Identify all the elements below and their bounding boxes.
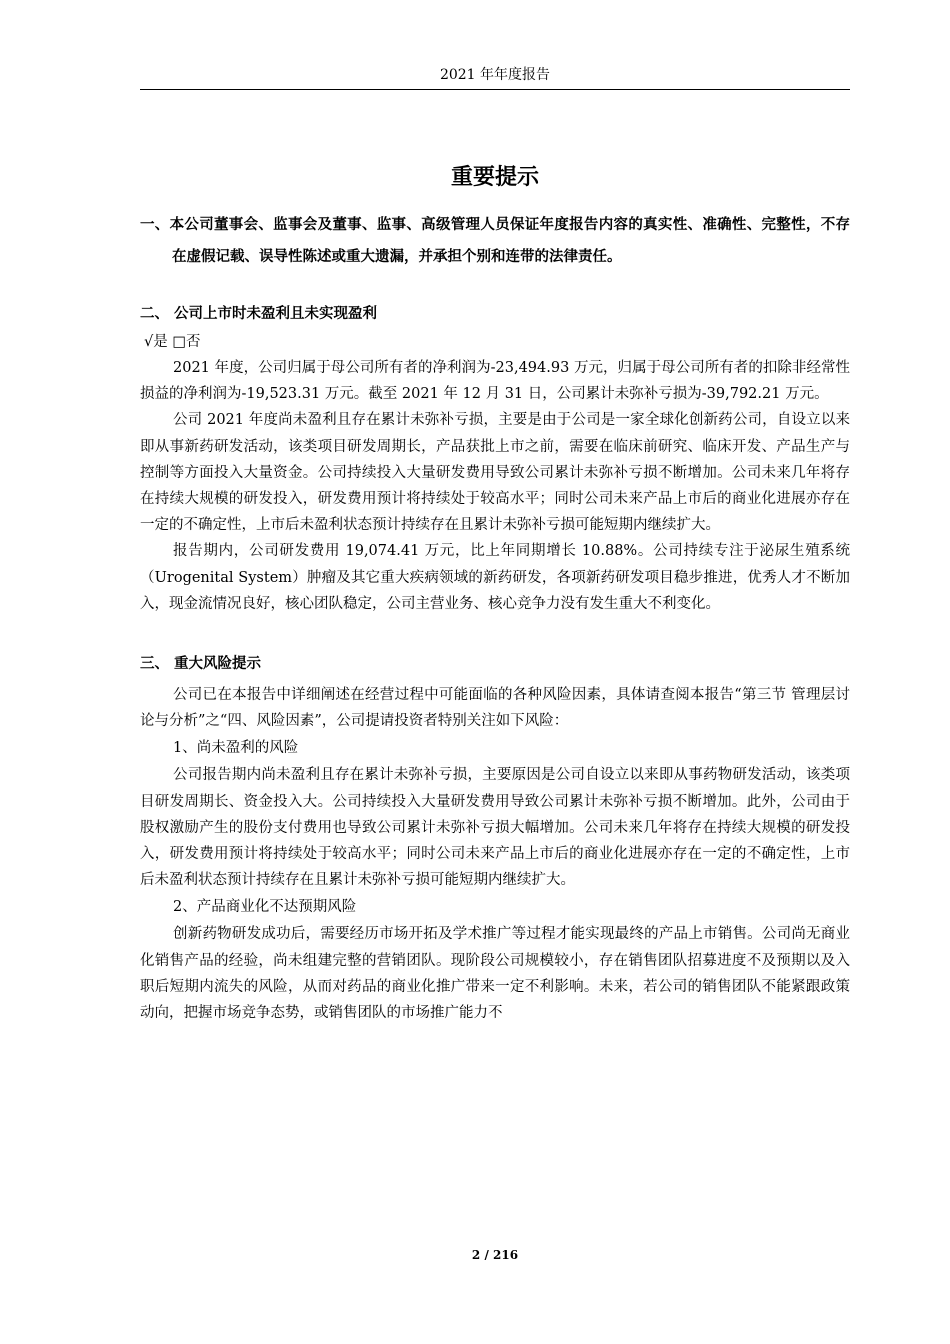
section-three-heading: 三、 重大风险提示: [140, 656, 262, 673]
page-number: 2 / 216: [471, 1248, 519, 1262]
page-title: 重要提示: [450, 165, 539, 190]
section-three-intro: 公司已在本报告中详细阐述在经营过程中可能面临的各种风险因素，具体请查阅本报告“第三节 管理层讨论与分析”之“四、风险因素”，公司提请投资者特别关注如下风险：: [140, 687, 850, 730]
header-divider: [140, 89, 850, 90]
section-two-paragraph-3: 报告期内，公司研发费用 19,074.41 万元，比上年同期增长 10.88%。公司持续专注于泌尿生殖系统（Urogenital System）肿瘤及其它重大疾病领域的新药研发，各项新药研发项目稳步推进，优秀人才不断加入，现金流情况良好，核心团队稳定，公司主营业务、核心竞争力没有发生重大不利变化。: [140, 543, 850, 612]
risk-1-heading: 1、尚未盈利的风险: [173, 740, 299, 757]
section-two-paragraph-2: 公司 2021 年度尚未盈利且存在累计未弥补亏损，主要是由于公司是一家全球化创新药公司，自设立以来即从事新药研发活动，该类项目研发周期长，产品获批上市之前，需要在临床前研究、临床开发、产品生产与控制等方面投入大量资金。公司持续投入大量研发费用导致公司累计未弥补亏损不断增加。公司未来几年将存在持续大规模的研发投入，研发费用预计将持续处于较高水平；同时公司未来产品上市后的商业化进展亦存在一定的不确定性，上市后未盈利状态预计持续存在且累计未弥补亏损可能短期内继续扩大。: [140, 412, 850, 534]
main-content: [140, 163, 850, 1026]
risk-2-body: 创新药物研发成功后，需要经历市场开拓及学术推广等过程才能实现最终的产品上市销售。公司尚无商业化销售产品的经验，尚未组建完整的营销团队。现阶段公司规模较小，存在销售团队招募进度不及预期以及入职后短期内流失的风险，从而对药品的商业化推广带来一定不利影响。未来，若公司的销售团队不能紧跟政策动向，把握市场竞争态势，或销售团队的市场推广能力不: [140, 926, 850, 1022]
risk-2-heading: 2、产品商业化不达预期风险: [173, 899, 357, 916]
risk-1-body: 公司报告期内尚未盈利且存在累计未弥补亏损，主要原因是公司自设立以来即从事药物研发活动，该类项目研发周期长、资金投入大。公司持续投入大量研发费用导致公司累计未弥补亏损不断增加。此外，公司由于股权激励产生的股份支付费用也导致公司累计未弥补亏损大幅增加。公司未来几年将存在持续大规模的研发投入，研发费用预计将持续处于较高水平；同时公司未来产品上市后的商业化进展亦存在一定的不确定性，上市后未盈利状态预计持续存在且累计未弥补亏损可能短期内继续扩大。: [140, 767, 850, 889]
section-two-paragraph-1: 2021 年度，公司归属于母公司所有者的净利润为-23,494.93 万元，归属于母公司所有者的扣除非经常性损益的净利润为-19,523.31 万元。截至 2021 年 12 月 31 日，公司累计未弥补亏损为-39,792.21 万元。: [140, 360, 850, 403]
section-two-heading: 二、 公司上市时未盈利且未实现盈利: [140, 306, 378, 322]
yes-no-checkbox-line: √是 □否: [144, 334, 201, 350]
notice-one: 一、本公司董事会、监事会及董事、监事、高级管理人员保证年度报告内容的真实性、准确性、完整性，不存在虚假记载、误导性陈述或重大遗漏，并承担个别和连带的法律责任。: [140, 217, 850, 265]
running-header: 2021 年年度报告: [439, 67, 551, 83]
